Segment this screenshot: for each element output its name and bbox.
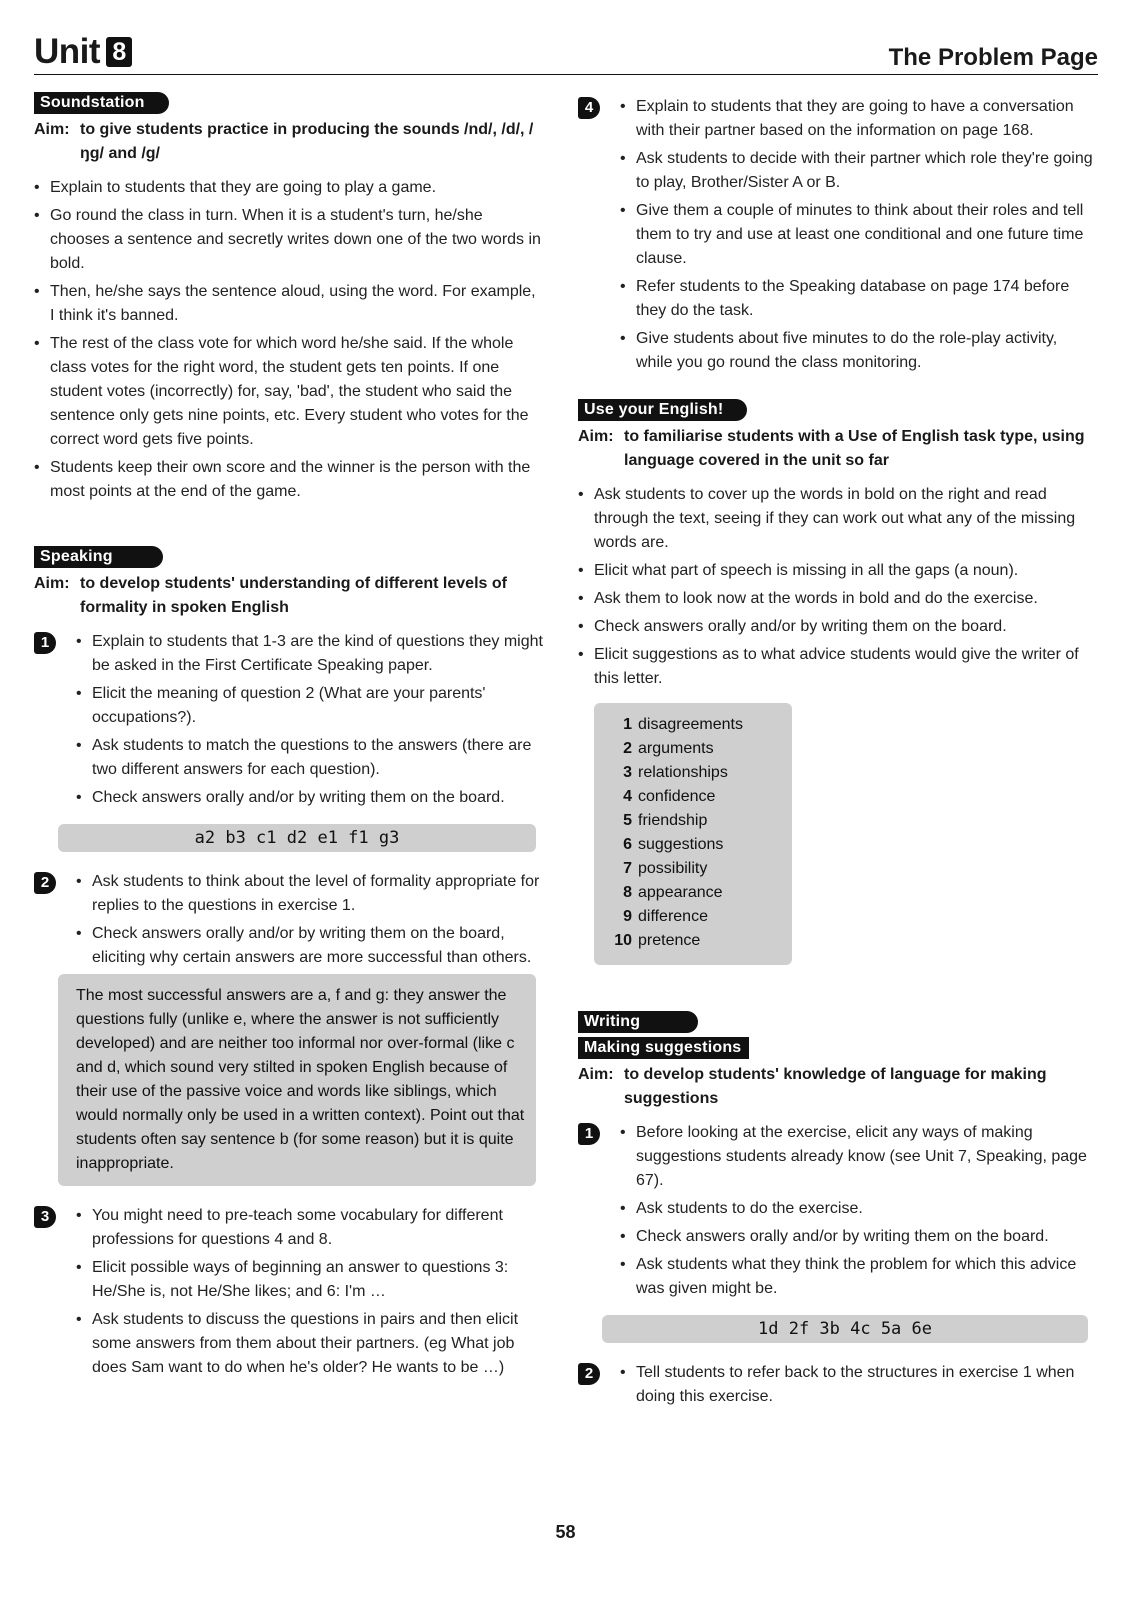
- list-item: • Ask students to do the exercise.: [620, 1197, 1098, 1221]
- use-english-aim: [578, 425, 1098, 473]
- aim-label: Aim:: [34, 121, 70, 138]
- right-column: [578, 95, 1098, 1413]
- answer-row: 3 relationships: [623, 764, 728, 781]
- list-item: • Ask students to cover up the words in bold on the right and read through the text, seeing if they can work out what any of the missing words are.: [578, 483, 1098, 555]
- list-item: • Elicit what part of speech is missing in all the gaps (a noun).: [578, 559, 1098, 583]
- list-item: • Check answers orally and/or by writing them on the board.: [578, 615, 1098, 639]
- answer-list-box: [594, 703, 792, 965]
- speaking-exercise-3: [34, 1204, 544, 1380]
- aim-label: Aim:: [34, 575, 70, 592]
- answer-key: 1d 2f 3b 4c 5a 6e: [602, 1315, 1088, 1343]
- list-item: • Ask students to think about the level of formality appropriate for replies to the questions in exercise 1.: [76, 870, 544, 918]
- page-header: [34, 32, 1098, 75]
- list-item: • Check answers orally and/or by writing them on the board.: [620, 1225, 1098, 1249]
- exercise-number-badge: 2: [578, 1363, 600, 1385]
- answer-row: 8 appearance: [623, 884, 723, 901]
- answer-row: 2 arguments: [623, 740, 714, 757]
- soundstation-aim: [34, 118, 544, 166]
- use-english-list: [578, 483, 1098, 691]
- list-item: • Refer students to the Speaking database on page 174 before they do the task.: [620, 275, 1098, 323]
- answer-row: 1 disagreements: [623, 716, 743, 733]
- list-item: • Give students about five minutes to do the role-play activity, while you go round the class monitoring.: [620, 327, 1098, 375]
- list-item: • Give them a couple of minutes to think about their roles and tell them to try and use at least one conditional and one future time clause.: [620, 199, 1098, 271]
- list-item: • Ask students to discuss the questions in pairs and then elicit some answers from them about their partners. (eg What job does Sam want to do when he's older? He wants to be …): [76, 1308, 544, 1380]
- exercise-number-badge: 1: [578, 1123, 600, 1145]
- exercise-number-badge: 4: [578, 97, 600, 119]
- left-column: [34, 92, 544, 1384]
- speaking-exercise-4: [578, 95, 1098, 375]
- writing-exercise-1: [578, 1121, 1098, 1301]
- list-item: • Elicit the meaning of question 2 (What are your parents' occupations?).: [76, 682, 544, 730]
- soundstation-section: [34, 92, 544, 504]
- exercise-list: [76, 1204, 544, 1380]
- exercise-number-badge: 2: [34, 872, 56, 894]
- answer-row: 10 pretence: [614, 932, 701, 949]
- list-item: • Ask students to match the questions to the answers (there are two different answers for each question).: [76, 734, 544, 782]
- section-header-writing: Writing: [578, 1011, 698, 1033]
- exercise-number-badge: 1: [34, 632, 56, 654]
- speaking-exercise-2: [34, 870, 544, 970]
- list-item: • Then, he/she says the sentence aloud, using the word. For example, I think it's banned.: [34, 280, 544, 328]
- aim-text: to familiarise students with a Use of English task type, using language covered in the unit so far: [624, 428, 1085, 469]
- writing-aim: [578, 1063, 1098, 1111]
- unit-heading: [34, 32, 132, 72]
- exercise-number-badge: 3: [34, 1206, 56, 1228]
- section-header-use-your-english: Use your English!: [578, 399, 747, 421]
- answer-row: 9 difference: [623, 908, 708, 925]
- list-item: • Elicit suggestions as to what advice students would give the writer of this letter.: [578, 643, 1098, 691]
- list-item: • The rest of the class vote for which word he/she said. If the whole class votes for the right word, the student gets ten points. If one student votes (incorrectly) for, say, 'bad', the student who said the sentence only gets nine points, etc. Every student who votes for the correct word gets five points.: [34, 332, 544, 452]
- aim-text: to develop students' understanding of different levels of formality in spoken English: [80, 575, 507, 616]
- unit-label: Unit: [34, 32, 101, 71]
- writing-subheader: Making suggestions: [578, 1037, 749, 1059]
- answer-key: a2 b3 c1 d2 e1 f1 g3: [58, 824, 536, 852]
- answer-row: 7 possibility: [623, 860, 708, 877]
- list-item: • Explain to students that they are going to play a game.: [34, 176, 544, 200]
- page-title: The Problem Page: [888, 44, 1098, 71]
- exercise-list: [620, 1121, 1098, 1301]
- list-item: • Explain to students that 1-3 are the kind of questions they might be asked in the First Certificate Speaking paper.: [76, 630, 544, 678]
- list-item: • You might need to pre-teach some vocabulary for different professions for questions 4 and 8.: [76, 1204, 544, 1252]
- exercise-list: [76, 870, 544, 970]
- list-item: • Go round the class in turn. When it is a student's turn, he/she chooses a sentence and secretly writes down one of the two words in bold.: [34, 204, 544, 276]
- unit-number-badge: 8: [106, 37, 132, 67]
- exercise-list: [620, 95, 1098, 375]
- speaking-aim: [34, 572, 544, 620]
- aim-label: Aim:: [578, 1066, 614, 1083]
- answer-box: The most successful answers are a, f and g: they answer the questions fully (unlike e, where the answer is not sufficiently developed) and are neither too informal nor over-formal (like c and d, which sound very stilted in spoken English because of their use of the passive voice and words like siblings, which would normally only be used in a written context). Point out that students often say sentence b (for some reason) but it is quite inappropriate.: [58, 974, 536, 1186]
- list-item: • Elicit possible ways of beginning an answer to questions 3: He/She is, not He/She likes; and 6: I'm …: [76, 1256, 544, 1304]
- section-header-soundstation: Soundstation: [34, 92, 169, 114]
- writing-exercise-2: [578, 1361, 1098, 1409]
- list-item: • Tell students to refer back to the structures in exercise 1 when doing this exercise.: [620, 1361, 1098, 1409]
- writing-section: [578, 1011, 1098, 1409]
- aim-label: Aim:: [578, 428, 614, 445]
- list-item: • Students keep their own score and the winner is the person with the most points at the end of the game.: [34, 456, 544, 504]
- list-item: • Ask students what they think the problem for which this advice was given might be.: [620, 1253, 1098, 1301]
- use-your-english-section: [578, 399, 1098, 965]
- list-item: • Ask them to look now at the words in bold and do the exercise.: [578, 587, 1098, 611]
- list-item: • Ask students to decide with their partner which role they're going to play, Brother/Sister A or B.: [620, 147, 1098, 195]
- exercise-list: [620, 1361, 1098, 1409]
- list-item: • Before looking at the exercise, elicit any ways of making suggestions students already know (see Unit 7, Speaking, page 67).: [620, 1121, 1098, 1193]
- section-header-speaking: Speaking: [34, 546, 163, 568]
- speaking-exercise-1: [34, 630, 544, 810]
- aim-text: to give students practice in producing the sounds /nd/, /d/, /ŋg/ and /g/: [80, 121, 534, 162]
- speaking-section: [34, 546, 544, 1380]
- answer-row: 6 suggestions: [623, 836, 724, 853]
- soundstation-list: [34, 176, 544, 504]
- exercise-list: [76, 630, 544, 810]
- aim-text: to develop students' knowledge of language for making suggestions: [624, 1066, 1047, 1107]
- answer-row: 5 friendship: [623, 812, 708, 829]
- list-item: • Check answers orally and/or by writing them on the board.: [76, 786, 544, 810]
- list-item: • Explain to students that they are going to have a conversation with their partner based on the information on page 168.: [620, 95, 1098, 143]
- answer-row: 4 confidence: [623, 788, 716, 805]
- list-item: • Check answers orally and/or by writing them on the board, eliciting why certain answers are more successful than others.: [76, 922, 544, 970]
- page-number: 58: [555, 1522, 576, 1542]
